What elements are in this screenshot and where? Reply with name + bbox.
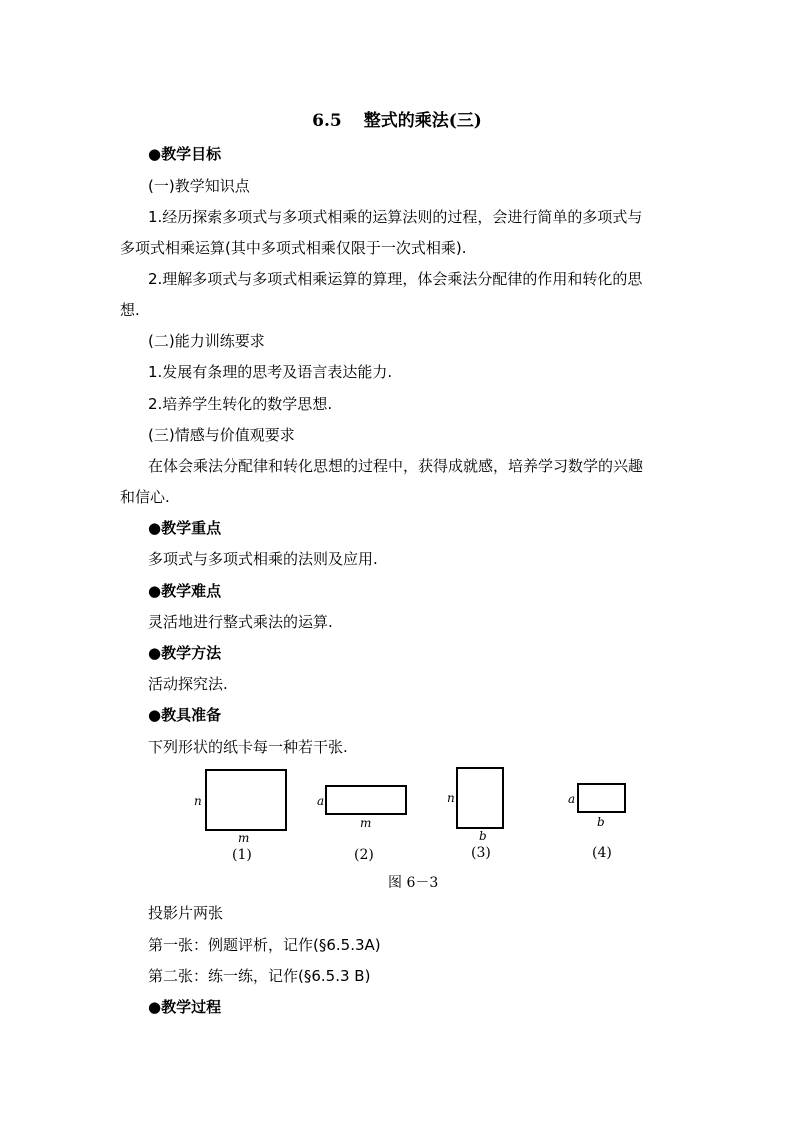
paragraph-e1-line1: 在体会乘法分配律和转化思想的过程中，获得成就感，培养学习数学的兴趣 xyxy=(148,457,644,475)
card-1-index-label: (1) xyxy=(232,847,252,863)
card-2-bottom-label: m xyxy=(360,816,372,830)
paragraph-difficulty: 灵活地进行整式乘法的运算. xyxy=(148,613,333,631)
card-rect-2 xyxy=(326,786,406,814)
card-rect-1 xyxy=(206,770,286,830)
section-title: 整式的乘法(三) xyxy=(363,111,482,131)
card-3-index-label: (3) xyxy=(471,845,491,861)
paragraph-key: 多项式与多项式相乘的法则及应用. xyxy=(148,550,378,568)
paragraph-k1-line1: 1.经历探索多项式与多项式相乘的运算法则的过程，会进行简单的多项式与 xyxy=(148,208,643,226)
card-1-bottom-label: m xyxy=(238,831,250,845)
card-4-side-label: a xyxy=(568,792,576,806)
heading-tools: ●教具准备 xyxy=(148,706,222,724)
page-title xyxy=(0,106,794,131)
paragraph-method: 活动探究法. xyxy=(148,675,228,693)
paragraph-e1-line2: 和信心. xyxy=(120,488,170,506)
heading-difficulty: ●教学难点 xyxy=(148,582,222,600)
paragraph-projection: 投影片两张 xyxy=(148,904,224,922)
card-4-bottom-label: b xyxy=(597,815,605,829)
heading-key: ●教学重点 xyxy=(148,519,222,537)
paragraph-k1-line2: 多项式相乘运算(其中多项式相乘仅限于一次式相乘). xyxy=(120,239,467,257)
subheading-emotion: (三)情感与价值观要求 xyxy=(148,426,295,444)
paragraph-a1: 1.发展有条理的思考及语言表达能力. xyxy=(148,363,393,381)
figure-caption: 图 6－3 xyxy=(388,875,439,891)
paragraph-a2: 2.培养学生转化的数学思想. xyxy=(148,395,333,413)
card-3-bottom-label: b xyxy=(479,829,487,843)
card-4-index-label: (4) xyxy=(592,845,612,861)
subheading-ability: (二)能力训练要求 xyxy=(148,332,265,350)
paragraph-k2-line1: 2.理解多项式与多项式相乘运算的算理，体会乘法分配律的作用和转化的思 xyxy=(148,270,643,288)
paragraph-slide2: 第二张：练一练，记作(§6.5.3 B) xyxy=(148,967,371,985)
card-1-side-label: n xyxy=(194,794,202,808)
section-number: 6.5 xyxy=(312,111,342,131)
card-rect-4 xyxy=(578,784,625,812)
heading-process: ●教学过程 xyxy=(148,998,222,1016)
card-2-index-label: (2) xyxy=(354,847,374,863)
subheading-knowledge: (一)教学知识点 xyxy=(148,177,250,195)
figure-paper-cards xyxy=(0,760,794,895)
paragraph-slide1: 第一张：例题评析，记作(§6.5.3A) xyxy=(148,936,381,954)
paragraph-k2-line2: 想. xyxy=(120,301,140,319)
card-3-side-label: n xyxy=(447,791,455,805)
card-2-side-label: a xyxy=(317,794,325,808)
heading-method: ●教学方法 xyxy=(148,644,222,662)
card-rect-3 xyxy=(457,768,503,828)
heading-goals: ●教学目标 xyxy=(148,145,222,163)
paragraph-tools: 下列形状的纸卡每一种若干张. xyxy=(148,738,348,756)
